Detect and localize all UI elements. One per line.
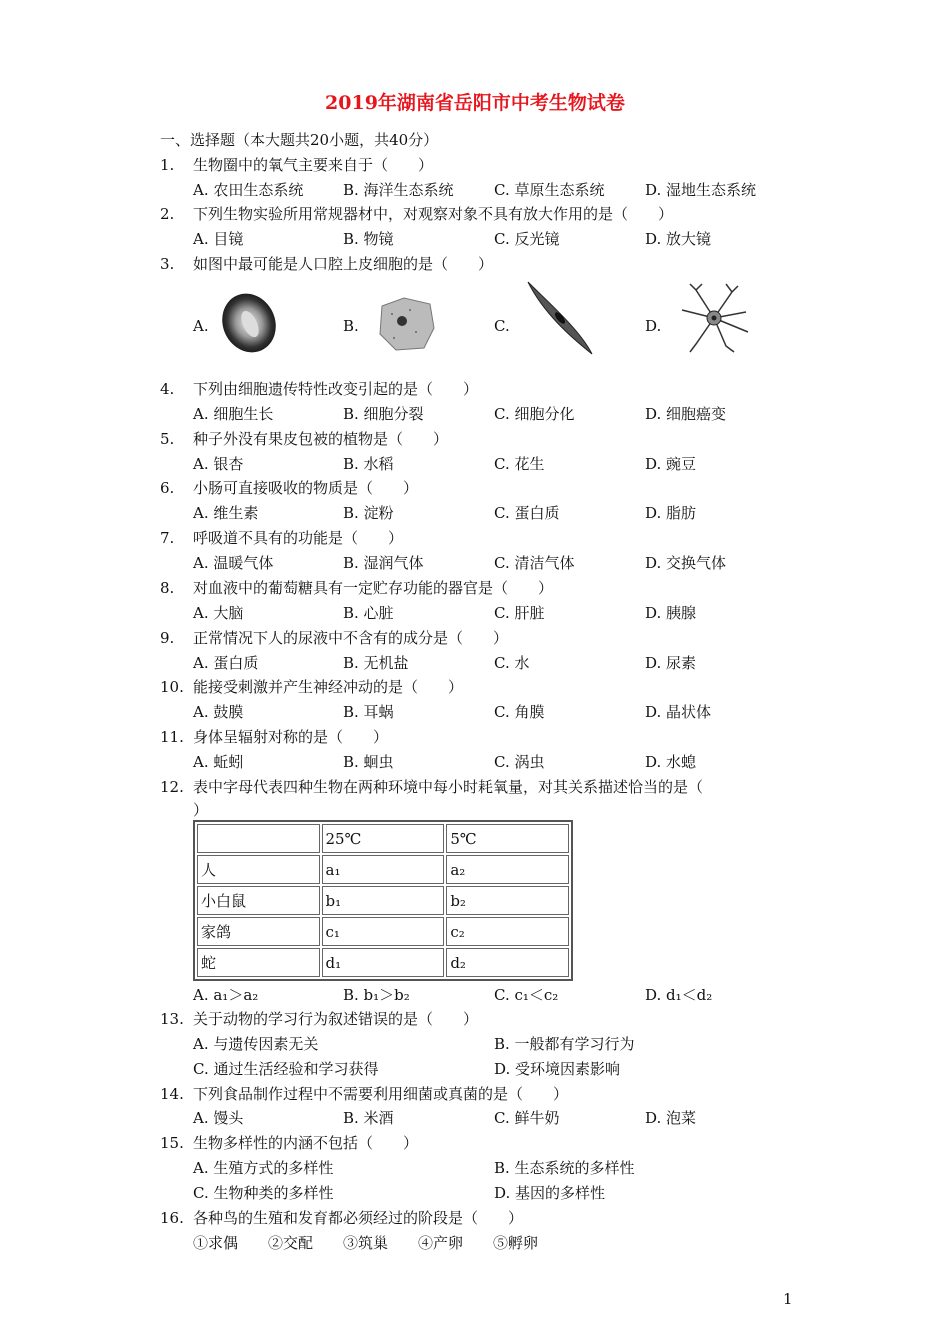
- question-text: 对血液中的葡萄糖具有一定贮存功能的器官是（ ）: [193, 579, 554, 597]
- option-d: D. 交换气体: [645, 554, 727, 572]
- option-d: D. 湿地生态系统: [645, 181, 757, 199]
- option-b: B. 物镜: [343, 230, 394, 248]
- question-number: 4.: [160, 380, 175, 398]
- table-cell: c₁: [322, 917, 445, 946]
- question-text: 下列生物实验所用常规器材中，对观察对象不具有放大作用的是（ ）: [193, 205, 674, 223]
- table-cell: a₁: [322, 855, 445, 884]
- option-a: A.: [193, 317, 209, 335]
- table-cell: 人: [197, 855, 320, 884]
- question-number: 6.: [160, 479, 175, 497]
- red-blood-cell-image: [218, 292, 280, 354]
- option-a: A. 目镜: [193, 230, 244, 248]
- option-c: C. 鲜牛奶: [494, 1109, 560, 1127]
- option-c: C. 肝脏: [494, 604, 545, 622]
- question-number: 5.: [160, 430, 175, 448]
- question-number: 15.: [160, 1134, 184, 1152]
- option-d: D. 尿素: [645, 654, 697, 672]
- epithelial-cell-image: [374, 294, 438, 354]
- option-d: D. 豌豆: [645, 455, 697, 473]
- option-c: C.: [494, 317, 510, 335]
- option-d: D.: [645, 317, 662, 335]
- option-a: A. 温暖气体: [193, 554, 274, 572]
- question-text: 身体呈辐射对称的是（ ）: [193, 728, 389, 746]
- table-cell: 小白鼠: [197, 886, 320, 915]
- question-text: 小肠可直接吸收的物质是（ ）: [193, 479, 419, 497]
- option-d: D. 放大镜: [645, 230, 712, 248]
- option-c: C. c₁＜c₂: [494, 986, 559, 1004]
- option-c: C. 草原生态系统: [494, 181, 605, 199]
- option-c: C. 角膜: [494, 703, 545, 721]
- question-text: 如图中最可能是人口腔上皮细胞的是（ ）: [193, 255, 494, 273]
- table-cell: 蛇: [197, 948, 320, 977]
- option-c: C. 花生: [494, 455, 545, 473]
- question-text: 种子外没有果皮包被的植物是（ ）: [193, 430, 449, 448]
- option-c: C. 反光镜: [494, 230, 560, 248]
- option-b: B. b₁＞b₂: [343, 986, 410, 1004]
- option-a: A. 细胞生长: [193, 405, 274, 423]
- question-number: 2.: [160, 205, 175, 223]
- question-number: 8.: [160, 579, 175, 597]
- table-cell: d₁: [322, 948, 445, 977]
- option-b: B. 蛔虫: [343, 753, 394, 771]
- option-c: C. 涡虫: [494, 753, 545, 771]
- option-b: B. 生态系统的多样性: [494, 1159, 635, 1177]
- option-a: A. 与遗传因素无关: [193, 1035, 319, 1053]
- question-number: 11.: [160, 728, 184, 746]
- option-c: C. 水: [494, 654, 530, 672]
- table-row: [197, 886, 569, 915]
- table-row: [197, 948, 569, 977]
- muscle-cell-image: [524, 278, 596, 358]
- option-a: A. 鼓膜: [193, 703, 244, 721]
- option-a: A. 蛋白质: [193, 654, 259, 672]
- option-a: A. 维生素: [193, 504, 259, 522]
- option-d: D. 基因的多样性: [494, 1184, 606, 1202]
- option-d: D. 胰腺: [645, 604, 697, 622]
- question-number: 10.: [160, 678, 184, 696]
- option-d: D. 细胞癌变: [645, 405, 727, 423]
- option-b: B.: [343, 317, 359, 335]
- question-number: 3.: [160, 255, 175, 273]
- option-b: B. 一般都有学习行为: [494, 1035, 635, 1053]
- question-text: 下列由细胞遗传特性改变引起的是（ ）: [193, 380, 479, 398]
- option-c: C. 生物种类的多样性: [193, 1184, 334, 1202]
- option-a: A. 馒头: [193, 1109, 244, 1127]
- table-cell: 25℃: [322, 824, 445, 853]
- option-d: D. 晶状体: [645, 703, 712, 721]
- option-b: B. 心脏: [343, 604, 394, 622]
- table-cell: b₁: [322, 886, 445, 915]
- table-cell: d₂: [446, 948, 569, 977]
- question-number: 7.: [160, 529, 175, 547]
- option-a: A. a₁＞a₂: [193, 986, 259, 1004]
- option-c: C. 细胞分化: [494, 405, 575, 423]
- page-number: 1: [783, 1290, 793, 1308]
- neuron-image: [676, 282, 752, 354]
- oxygen-consumption-table: [193, 820, 573, 981]
- table-cell: c₂: [446, 917, 569, 946]
- option-b: B. 海洋生态系统: [343, 181, 454, 199]
- option-a: A. 农田生态系统: [193, 181, 304, 199]
- table-cell: 5℃: [446, 824, 569, 853]
- question-text: 各种鸟的生殖和发育都必须经过的阶段是（ ）: [193, 1209, 524, 1227]
- question-number: 1.: [160, 156, 175, 174]
- question-text: 生物多样性的内涵不包括（ ）: [193, 1134, 419, 1152]
- question-subline: ①求偶 ②交配 ③筑巢 ④产卵 ⑤孵卵: [193, 1234, 539, 1252]
- table-row: [197, 855, 569, 884]
- question-text: 生物圈中的氧气主要来自于（ ）: [193, 156, 434, 174]
- option-b: B. 淀粉: [343, 504, 394, 522]
- table-cell: b₂: [446, 886, 569, 915]
- option-a: A. 生殖方式的多样性: [193, 1159, 334, 1177]
- page-title: 2019年湖南省岳阳市中考生物试卷: [325, 92, 625, 114]
- option-c: C. 清洁气体: [494, 554, 575, 572]
- option-c: C. 通过生活经验和学习获得: [193, 1060, 379, 1078]
- question-text: 呼吸道不具有的功能是（ ）: [193, 529, 404, 547]
- option-a: A. 大脑: [193, 604, 244, 622]
- question-number: 13.: [160, 1010, 184, 1028]
- table-cell: [197, 824, 320, 853]
- table-row: [197, 917, 569, 946]
- question-text: 能接受刺激并产生神经冲动的是（ ）: [193, 678, 464, 696]
- option-d: D. 泡菜: [645, 1109, 697, 1127]
- option-d: D. 脂肪: [645, 504, 697, 522]
- option-b: B. 无机盐: [343, 654, 409, 672]
- question-number: 9.: [160, 629, 175, 647]
- option-b: B. 米酒: [343, 1109, 394, 1127]
- question-text: 正常情况下人的尿液中不含有的成分是（ ）: [193, 629, 509, 647]
- option-a: A. 银杏: [193, 455, 244, 473]
- section-heading: 一、选择题（本大题共20小题，共40分）: [160, 131, 439, 149]
- option-a: A. 蚯蚓: [193, 753, 244, 771]
- question-text: 关于动物的学习行为叙述错误的是（ ）: [193, 1010, 479, 1028]
- question-number: 12.: [160, 778, 184, 796]
- question-number: 16.: [160, 1209, 184, 1227]
- question-text: 表中字母代表四种生物在两种环境中每小时耗氧量，对其关系描述恰当的是（: [193, 778, 704, 796]
- option-b: B. 水稻: [343, 455, 394, 473]
- question-text: 下列食品制作过程中不需要利用细菌或真菌的是（ ）: [193, 1085, 569, 1103]
- option-d: D. d₁＜d₂: [645, 986, 713, 1004]
- option-b: B. 耳蜗: [343, 703, 394, 721]
- option-d: D. 水螅: [645, 753, 697, 771]
- option-b: B. 细胞分裂: [343, 405, 424, 423]
- question-text-continued: ）: [193, 801, 209, 819]
- table-header-row: [197, 824, 569, 853]
- table-cell: a₂: [446, 855, 569, 884]
- option-d: D. 受环境因素影响: [494, 1060, 621, 1078]
- option-c: C. 蛋白质: [494, 504, 560, 522]
- option-b: B. 湿润气体: [343, 554, 424, 572]
- question-number: 14.: [160, 1085, 184, 1103]
- table-cell: 家鸽: [197, 917, 320, 946]
